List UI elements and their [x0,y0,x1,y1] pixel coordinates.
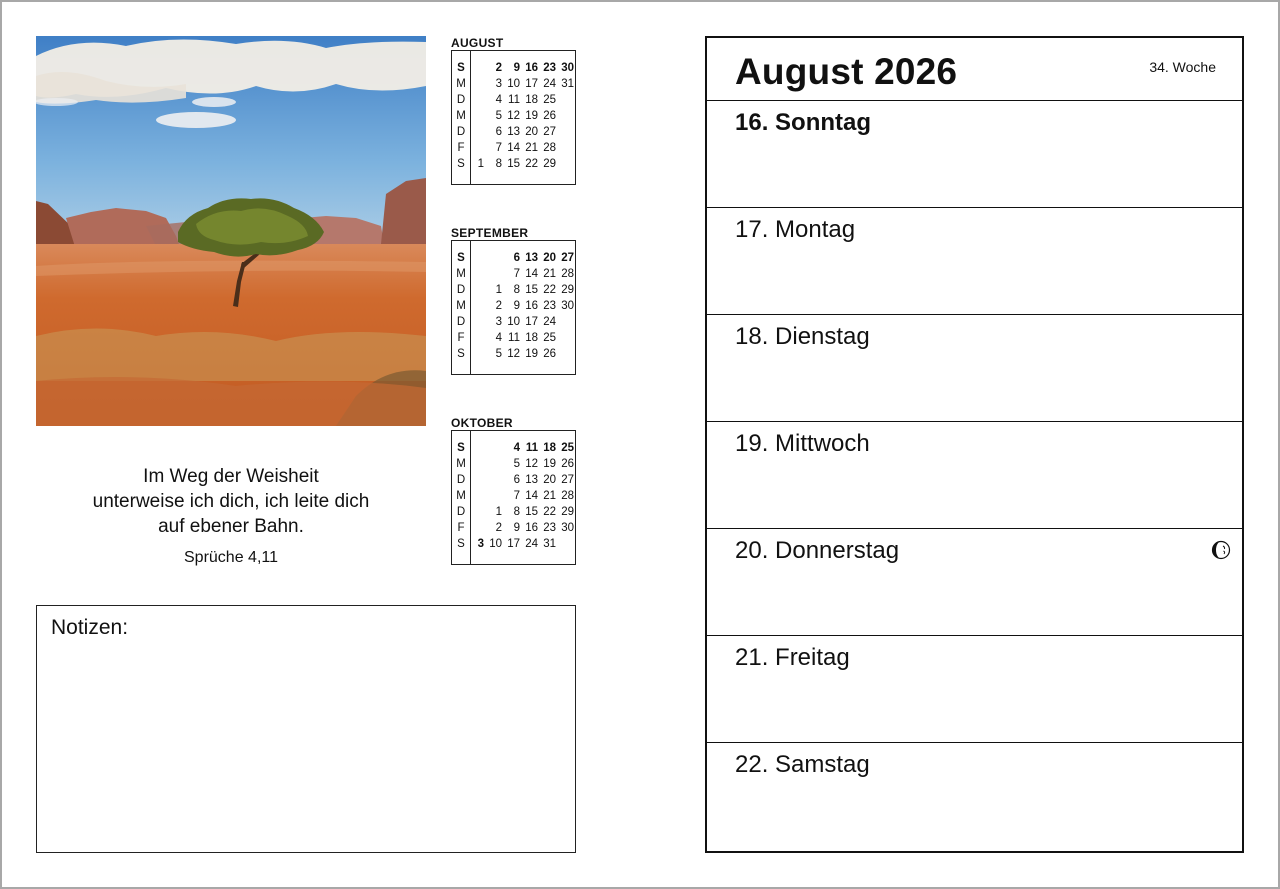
date-cell [557,108,575,124]
weekday-letter: M [456,268,466,280]
date-cell[interactable]: 21 [543,490,556,502]
mini-calendar-september [451,226,576,375]
date-cell[interactable]: 27 [543,126,556,138]
date-cell[interactable]: 19 [525,348,538,360]
date-cell [557,330,575,346]
weekday-letter: M [456,110,466,122]
date-cell [472,140,485,156]
weekday-letter: S [457,348,465,360]
bible-quote [36,464,426,567]
date-cell[interactable]: 27 [561,252,574,264]
date-cell [557,346,575,362]
date-cell[interactable]: 15 [507,158,520,170]
mini-calendar-oktober [451,416,576,565]
date-row [472,108,575,124]
date-cell[interactable]: 17 [525,78,538,90]
date-cell[interactable]: 25 [543,332,556,344]
date-cell [472,266,485,282]
date-cell[interactable]: 30 [561,522,574,534]
date-cell[interactable]: 29 [561,284,574,296]
date-row [472,266,575,282]
date-cell[interactable]: 19 [543,458,556,470]
weekday-column [452,51,471,184]
date-cell[interactable]: 4 [495,94,502,106]
week-title: August 2026 [735,51,958,92]
notes-box[interactable] [36,605,576,853]
date-cell [557,140,575,156]
date-cell[interactable]: 4 [495,332,502,344]
date-cell[interactable]: 12 [525,458,538,470]
date-cell[interactable]: 31 [561,78,574,90]
date-row [472,250,575,266]
date-cell[interactable]: 7 [513,490,520,502]
date-row [472,456,575,472]
weekday-letter: D [456,474,466,486]
weekday-letter: S [457,158,465,170]
day-row[interactable] [707,422,1242,529]
date-cell[interactable]: 1 [495,506,502,518]
date-grid [471,440,575,564]
date-cell[interactable]: 31 [543,538,556,550]
date-cell[interactable]: 11 [508,332,520,344]
date-cell [472,346,485,362]
date-row [472,76,575,92]
date-cell[interactable]: 21 [525,142,538,154]
date-cell[interactable]: 28 [561,268,574,280]
date-cell [472,472,485,488]
weekday-letter: S [457,442,465,454]
date-row [472,314,575,330]
date-cell [557,156,575,172]
date-cell[interactable]: 14 [507,142,520,154]
date-cell[interactable]: 5 [495,110,502,122]
date-cell[interactable]: 16 [525,62,538,74]
date-cell[interactable]: 14 [525,268,538,280]
date-cell [472,250,485,266]
date-cell[interactable]: 20 [543,474,556,486]
weekday-letter: D [456,506,466,518]
date-cell[interactable]: 28 [561,490,574,502]
date-cell[interactable]: 6 [513,252,520,264]
date-cell[interactable]: 14 [525,490,538,502]
date-cell[interactable]: 3 [495,78,502,90]
date-cell [485,488,503,504]
date-cell [472,520,485,536]
mini-calendar-month: AUGUST [451,36,504,50]
date-cell[interactable]: 17 [507,538,520,550]
day-row[interactable] [707,101,1242,208]
week-planner [705,36,1244,853]
mini-calendar-month: OKTOBER [451,416,513,430]
date-cell[interactable]: 8 [513,284,520,296]
date-cell[interactable]: 16 [525,300,538,312]
date-row [472,488,575,504]
date-row [472,440,575,456]
mini-calendar-box [451,50,576,185]
mini-calendar-month: SEPTEMBER [451,226,529,240]
date-cell[interactable]: 26 [543,348,556,360]
date-cell [472,108,485,124]
weekday-letter: D [456,284,466,296]
date-cell[interactable]: 9 [513,62,520,74]
date-cell[interactable]: 16 [525,522,538,534]
date-cell[interactable]: 11 [508,94,520,106]
date-cell [472,76,485,92]
date-cell [472,456,485,472]
date-cell [557,536,575,552]
date-cell[interactable]: 3 [495,316,502,328]
date-cell[interactable]: 13 [507,126,520,138]
date-cell[interactable]: 4 [513,442,520,454]
date-cell [472,60,485,76]
date-cell[interactable]: 5 [495,348,502,360]
date-cell [472,504,485,520]
date-cell[interactable]: 21 [543,268,556,280]
day-label: 18. Dienstag [735,323,870,350]
weekday-letter: S [457,252,465,264]
date-cell[interactable]: 2 [495,300,502,312]
date-cell [485,456,503,472]
day-label: 22. Samstag [735,751,870,778]
date-cell[interactable]: 27 [561,474,574,486]
quote-line: auf ebener Bahn. [158,516,304,537]
day-row[interactable] [707,529,1242,636]
date-cell[interactable]: 13 [525,252,538,264]
date-cell [472,488,485,504]
date-cell[interactable]: 11 [525,442,538,454]
week-header [707,38,1242,101]
date-cell[interactable]: 26 [543,110,556,122]
date-row [472,536,575,552]
date-cell[interactable]: 23 [543,522,556,534]
date-row [472,282,575,298]
date-cell [472,124,485,140]
date-cell[interactable]: 30 [561,62,574,74]
date-cell[interactable]: 12 [507,110,520,122]
date-cell [557,314,575,330]
weekday-letter: M [456,458,466,470]
date-cell[interactable]: 24 [543,78,556,90]
day-label: 17. Montag [735,216,856,243]
date-cell[interactable]: 22 [543,506,556,518]
date-row [472,330,575,346]
weekday-letter: F [457,522,465,534]
date-cell[interactable]: 28 [543,142,556,154]
date-cell[interactable]: 9 [513,300,520,312]
date-cell [472,92,485,108]
date-cell[interactable]: 19 [525,110,538,122]
day-label: 16. Sonntag [735,109,872,136]
date-row [472,60,575,76]
day-row[interactable] [707,636,1242,743]
date-cell[interactable]: 23 [543,62,556,74]
date-cell [472,282,485,298]
weekday-letter: M [456,300,466,312]
date-cell[interactable]: 25 [543,94,556,106]
desert-tree-photo [36,36,426,426]
date-row [472,140,575,156]
date-cell [472,330,485,346]
date-cell[interactable]: 13 [525,474,538,486]
date-cell[interactable]: 7 [513,268,520,280]
week-number: 34. Woche [1149,59,1216,75]
day-row[interactable] [707,743,1242,853]
day-label: 21. Freitag [735,644,850,671]
date-cell [557,92,575,108]
date-cell[interactable]: 30 [561,300,574,312]
date-grid [471,250,575,374]
date-cell[interactable]: 17 [525,316,538,328]
date-cell[interactable]: 15 [525,284,538,296]
date-cell [485,440,503,456]
quote-line: unterweise ich dich, ich leite dich [92,491,370,512]
date-row [472,472,575,488]
day-label: 20. Donnerstag [735,537,900,564]
date-cell[interactable]: 22 [543,284,556,296]
date-cell[interactable]: 10 [489,538,502,550]
date-cell [472,314,485,330]
date-cell[interactable]: 1 [495,284,502,296]
date-cell[interactable]: 8 [495,158,502,170]
date-cell [485,266,503,282]
date-cell[interactable]: 29 [561,506,574,518]
date-cell [472,440,485,456]
date-cell[interactable]: 10 [507,78,520,90]
date-cell [485,472,503,488]
weekday-letter: M [456,78,466,90]
date-cell[interactable]: 18 [525,332,538,344]
date-cell[interactable]: 12 [507,348,520,360]
weekday-letter: D [456,126,466,138]
weekday-letter: S [457,62,465,74]
day-row[interactable] [707,208,1242,315]
date-row [472,298,575,314]
date-cell[interactable]: 6 [513,474,520,486]
day-list [707,101,1242,853]
date-row [472,520,575,536]
date-grid [471,60,575,184]
date-cell[interactable]: 10 [507,316,520,328]
date-cell[interactable]: 2 [495,522,502,534]
date-cell[interactable]: 2 [495,62,502,74]
date-cell[interactable]: 7 [495,142,502,154]
day-row[interactable] [707,315,1242,422]
date-row [472,156,575,172]
mini-calendar-box [451,430,576,565]
notes-label: Notizen: [51,616,129,639]
weekday-column [452,431,471,564]
date-cell[interactable]: 24 [525,538,538,550]
date-cell[interactable]: 29 [543,158,556,170]
quote-text [36,464,426,539]
weekday-letter: F [457,332,465,344]
weekday-letter: D [456,316,466,328]
date-cell[interactable]: 18 [543,442,556,454]
date-cell[interactable]: 5 [513,458,520,470]
quote-reference: Sprüche 4,11 [184,549,278,566]
date-cell[interactable]: 20 [543,252,556,264]
date-cell[interactable]: 26 [561,458,574,470]
date-cell[interactable]: 1 [477,158,484,170]
date-row [472,346,575,362]
date-row [472,92,575,108]
date-cell[interactable]: 3 [477,538,484,550]
date-row [472,504,575,520]
date-cell[interactable]: 6 [495,126,502,138]
date-cell[interactable]: 20 [525,126,538,138]
moon-phase-icon [1211,540,1231,560]
weekday-letter: S [457,538,465,550]
date-cell [472,298,485,314]
date-cell[interactable]: 9 [513,522,520,534]
weekday-letter: D [456,94,466,106]
date-cell[interactable]: 8 [513,506,520,518]
weekday-letter: M [456,490,466,502]
day-label: 19. Mittwoch [735,430,870,457]
date-cell[interactable]: 25 [561,442,574,454]
date-cell[interactable]: 23 [543,300,556,312]
date-cell [485,250,503,266]
weekday-column [452,241,471,374]
date-cell[interactable]: 15 [525,506,538,518]
quote-line: Im Weg der Weisheit [143,466,319,487]
weekday-letter: F [457,142,465,154]
date-cell[interactable]: 24 [543,316,556,328]
mini-calendar-august [451,36,576,185]
date-cell[interactable]: 18 [525,94,538,106]
date-cell [557,124,575,140]
date-row [472,124,575,140]
mini-calendar-box [451,240,576,375]
date-cell[interactable]: 22 [525,158,538,170]
